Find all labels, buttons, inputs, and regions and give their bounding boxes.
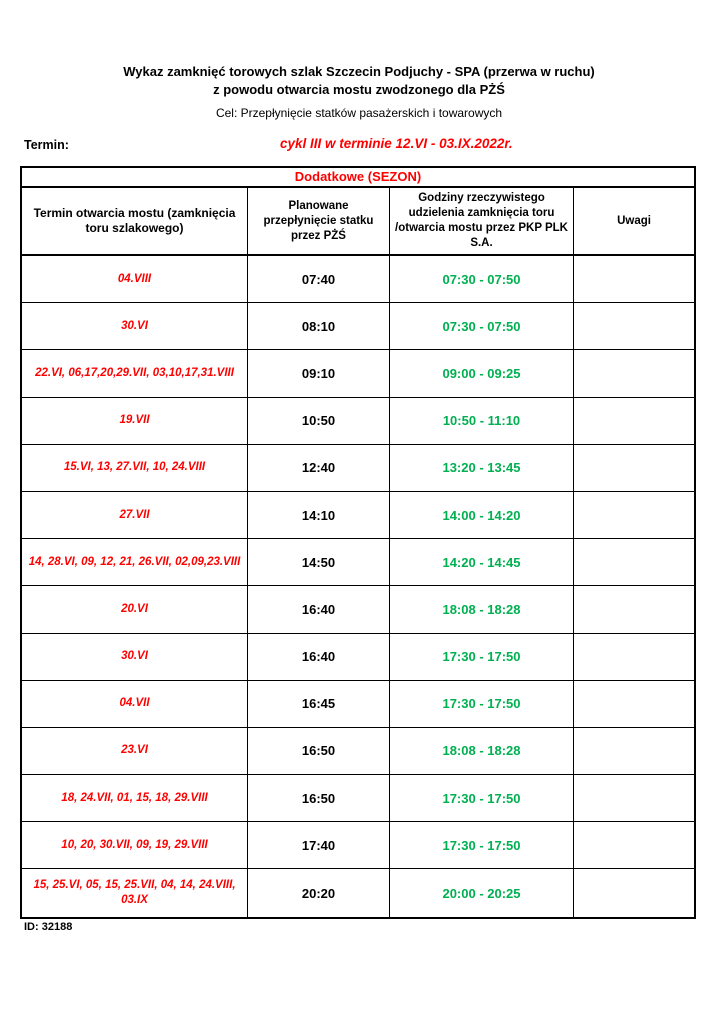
cell-planned-time: 08:10 (248, 303, 390, 349)
col-header-notes: Uwagi (617, 214, 651, 227)
cell-dates: 15, 25.VI, 05, 15, 25.VII, 04, 14, 24.VIII, 03.IX (22, 869, 248, 916)
cell-notes (574, 350, 694, 396)
cell-planned-time: 14:10 (248, 492, 390, 538)
cell-planned-time: 16:40 (248, 586, 390, 632)
cell-dates: 23.VI (22, 728, 248, 774)
cell-dates: 04.VII (22, 681, 248, 727)
table-header-row (22, 188, 694, 256)
table-row (22, 681, 694, 728)
cell-notes (574, 539, 694, 585)
cell-notes (574, 634, 694, 680)
table-row (22, 350, 694, 397)
cell-notes (574, 398, 694, 444)
cell-dates: 18, 24.VII, 01, 15, 18, 29.VIII (22, 775, 248, 821)
section-title: Dodatkowe (SEZON) (22, 168, 694, 188)
cell-actual-time: 17:30 - 17:50 (390, 681, 574, 727)
cell-dates: 10, 20, 30.VII, 09, 19, 29.VIII (22, 822, 248, 868)
col-header-actual: Godziny rzeczywistego udzielenia zamknięcia toru /otwarcia mostu przez PKP PLK S.A. (390, 188, 574, 254)
cell-notes (574, 681, 694, 727)
table-row (22, 586, 694, 633)
document-title (0, 63, 718, 99)
table-row (22, 256, 694, 303)
termin-label: Termin: (24, 138, 69, 152)
cell-notes (574, 728, 694, 774)
cell-actual-time: 13:20 - 13:45 (390, 445, 574, 491)
table-row (22, 869, 694, 916)
cell-actual-time: 07:30 - 07:50 (390, 256, 574, 302)
document-subtitle: Cel: Przepłynięcie statków pasażerskich i towarowych (215, 106, 503, 120)
cell-dates: 30.VI (22, 634, 248, 680)
cell-dates: 04.VIII (22, 256, 248, 302)
cell-actual-time: 14:20 - 14:45 (390, 539, 574, 585)
cell-actual-time: 09:00 - 09:25 (390, 350, 574, 396)
table-row (22, 634, 694, 681)
cell-planned-time: 17:40 (248, 822, 390, 868)
cell-dates: 15.VI, 13, 27.VII, 10, 24.VIII (22, 445, 248, 491)
cell-dates: 27.VII (22, 492, 248, 538)
table-row (22, 398, 694, 445)
col-header-planned: Planowane przepłynięcie statku przez PŻŚ (248, 188, 390, 254)
cell-planned-time: 16:50 (248, 775, 390, 821)
cell-dates: 19.VII (22, 398, 248, 444)
document-id: ID: 32188 (24, 921, 73, 933)
cell-notes (574, 492, 694, 538)
cell-notes (574, 775, 694, 821)
cell-dates: 14, 28.VI, 09, 12, 21, 26.VII, 02,09,23.VIII (22, 539, 248, 585)
cell-actual-time: 10:50 - 11:10 (390, 398, 574, 444)
cell-actual-time: 18:08 - 18:28 (390, 586, 574, 632)
schedule-table (20, 166, 696, 919)
cell-planned-time: 16:45 (248, 681, 390, 727)
termin-value: cykl III w terminie 12.VI - 03.IX.2022r. (280, 136, 513, 151)
table-row (22, 303, 694, 350)
table-row (22, 775, 694, 822)
title-line-2: z powodu otwarcia mostu zwodzonego dla PŻŚ (213, 82, 505, 97)
cell-planned-time: 09:10 (248, 350, 390, 396)
cell-planned-time: 14:50 (248, 539, 390, 585)
cell-actual-time: 17:30 - 17:50 (390, 775, 574, 821)
cell-notes (574, 303, 694, 349)
cell-notes (574, 445, 694, 491)
cell-actual-time: 07:30 - 07:50 (390, 303, 574, 349)
cell-actual-time: 17:30 - 17:50 (390, 822, 574, 868)
cell-actual-time: 17:30 - 17:50 (390, 634, 574, 680)
cell-actual-time: 14:00 - 14:20 (390, 492, 574, 538)
table-row (22, 492, 694, 539)
cell-planned-time: 12:40 (248, 445, 390, 491)
cell-planned-time: 10:50 (248, 398, 390, 444)
cell-notes (574, 256, 694, 302)
cell-notes (574, 586, 694, 632)
cell-actual-time: 18:08 - 18:28 (390, 728, 574, 774)
cell-dates: 22.VI, 06,17,20,29.VII, 03,10,17,31.VIII (22, 350, 248, 396)
table-row (22, 445, 694, 492)
cell-notes (574, 869, 694, 916)
cell-planned-time: 16:50 (248, 728, 390, 774)
cell-planned-time: 20:20 (248, 869, 390, 916)
table-row (22, 539, 694, 586)
cell-notes (574, 822, 694, 868)
cell-planned-time: 16:40 (248, 634, 390, 680)
cell-dates: 30.VI (22, 303, 248, 349)
table-row (22, 822, 694, 869)
col-header-dates: Termin otwarcia mostu (zamknięcia toru szlakowego) (22, 188, 248, 254)
cell-actual-time: 20:00 - 20:25 (390, 869, 574, 916)
cell-dates: 20.VI (22, 586, 248, 632)
table-row (22, 728, 694, 775)
cell-planned-time: 07:40 (248, 256, 390, 302)
title-line-1: Wykaz zamknięć torowych szlak Szczecin Podjuchy - SPA (przerwa w ruchu) (123, 64, 595, 79)
